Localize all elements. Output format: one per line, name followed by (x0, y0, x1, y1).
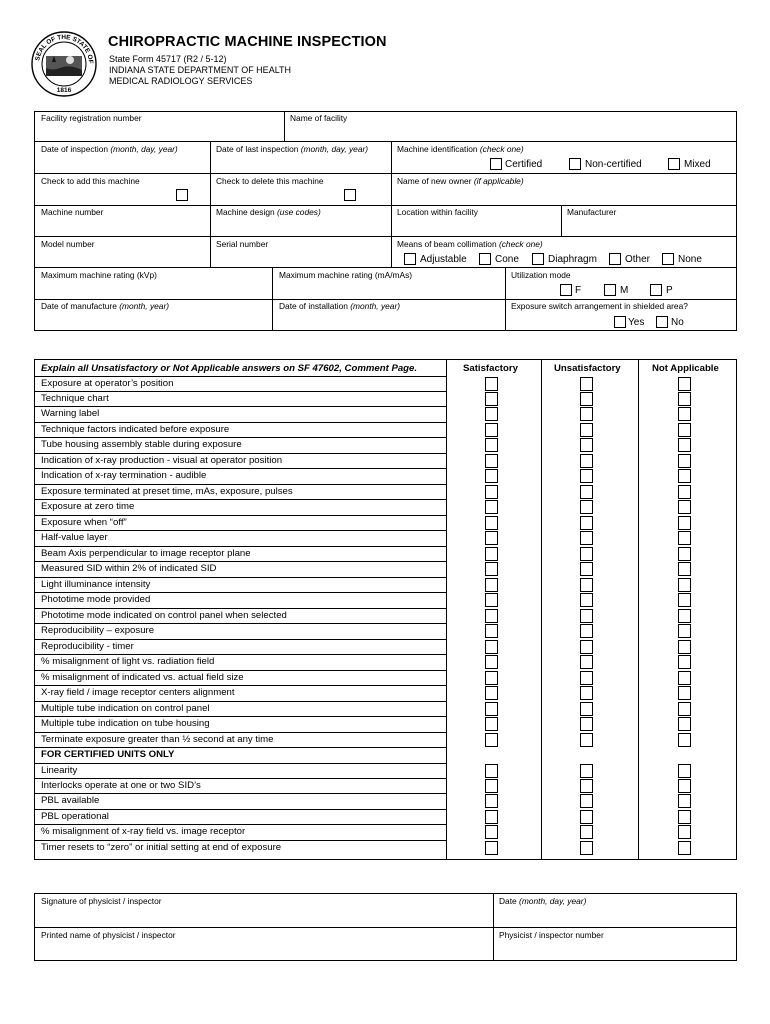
physicist-signature-field[interactable]: Signature of physicist / inspector (41, 896, 162, 906)
table-row (34, 824, 737, 840)
not-applicable-checkbox[interactable] (678, 547, 691, 561)
not-applicable-checkbox[interactable] (678, 733, 691, 747)
table-row (34, 484, 737, 500)
table-row (34, 639, 737, 655)
not-applicable-checkbox[interactable] (678, 810, 691, 824)
unsatisfactory-checkbox[interactable] (580, 454, 593, 468)
not-applicable-checkbox[interactable] (678, 438, 691, 452)
satisfactory-checkbox[interactable] (485, 593, 498, 607)
unsatisfactory-checkbox[interactable] (580, 655, 593, 669)
column-not-applicable: Not Applicable (652, 363, 719, 374)
printed-name-field[interactable]: Printed name of physicist / inspector (41, 930, 176, 940)
satisfactory-checkbox[interactable] (485, 825, 498, 839)
max-ma-field[interactable]: Maximum machine rating (mA/mAs) (279, 270, 413, 280)
not-applicable-checkbox[interactable] (678, 407, 691, 421)
table-row (34, 422, 737, 438)
unsatisfactory-checkbox[interactable] (580, 810, 593, 824)
table-row (34, 701, 737, 717)
row-label: Measured SID within 2% of indicated SID (41, 563, 217, 575)
unsatisfactory-checkbox[interactable] (580, 640, 593, 654)
table-row (34, 685, 737, 701)
unsatisfactory-checkbox[interactable] (580, 624, 593, 638)
row-label: Linearity (41, 764, 78, 776)
not-applicable-checkbox[interactable] (678, 794, 691, 808)
signature-date-field[interactable]: Date (month, day, year) (499, 896, 587, 906)
physicist-number-field[interactable]: Physicist / inspector number (499, 930, 604, 940)
table-row (34, 391, 737, 407)
satisfactory-checkbox[interactable] (485, 733, 498, 747)
satisfactory-checkbox[interactable] (485, 547, 498, 561)
not-applicable-checkbox[interactable] (678, 764, 691, 778)
utilization-f-checkbox[interactable] (560, 284, 572, 296)
row-label: % misalignment of x-ray field vs. image receptor (41, 826, 246, 838)
state-seal (30, 30, 98, 98)
satisfactory-checkbox[interactable] (485, 500, 498, 514)
table-row (34, 778, 737, 794)
serial-number-field[interactable]: Serial number (216, 239, 269, 249)
column-unsatisfactory: Unsatisfactory (554, 363, 621, 374)
unsatisfactory-checkbox[interactable] (580, 702, 593, 716)
not-applicable-checkbox[interactable] (678, 655, 691, 669)
unsatisfactory-checkbox[interactable] (580, 423, 593, 437)
row-label: Half-value layer (41, 532, 108, 544)
unsatisfactory-checkbox[interactable] (580, 531, 593, 545)
row-label: Exposure at zero time (41, 501, 135, 513)
machine-number-field[interactable]: Machine number (41, 207, 104, 217)
certified-label: Certified (505, 159, 543, 170)
not-applicable-checkbox[interactable] (678, 423, 691, 437)
unsatisfactory-checkbox[interactable] (580, 686, 593, 700)
satisfactory-checkbox[interactable] (485, 624, 498, 638)
unsatisfactory-checkbox[interactable] (580, 825, 593, 839)
table-row (34, 592, 737, 608)
not-applicable-checkbox[interactable] (678, 562, 691, 576)
satisfactory-checkbox[interactable] (485, 794, 498, 808)
table-row (34, 670, 737, 686)
diaphragm-checkbox[interactable] (532, 253, 544, 265)
row-label: Terminate exposure greater than ½ second at any time (41, 733, 274, 745)
row-label: Technique chart (41, 392, 109, 404)
satisfactory-checkbox[interactable] (485, 407, 498, 421)
row-label: Exposure at operator’s position (41, 377, 174, 389)
department-name: INDIANA STATE DEPARTMENT OF HEALTH (109, 65, 292, 75)
utilization-f-label: F (575, 285, 582, 296)
unsatisfactory-checkbox[interactable] (580, 609, 593, 623)
delete-machine-label: Check to delete this machine (216, 176, 324, 186)
unsatisfactory-checkbox[interactable] (580, 438, 593, 452)
mixed-label: Mixed (684, 159, 711, 170)
adjustable-checkbox[interactable] (404, 253, 416, 265)
not-applicable-checkbox[interactable] (678, 377, 691, 391)
diaphragm-label: Diaphragm (548, 254, 597, 265)
table-row (34, 468, 737, 484)
satisfactory-checkbox[interactable] (485, 779, 498, 793)
unsatisfactory-checkbox[interactable] (580, 717, 593, 731)
satisfactory-checkbox[interactable] (485, 671, 498, 685)
row-label: Warning label (41, 408, 100, 420)
cone-label: Cone (495, 254, 519, 265)
row-label: Tube housing assembly stable during exposure (41, 439, 242, 451)
satisfactory-checkbox[interactable] (485, 423, 498, 437)
satisfactory-checkbox[interactable] (485, 438, 498, 452)
other-checkbox[interactable] (609, 253, 621, 265)
row-label: Light illuminance intensity (41, 578, 151, 590)
table-row (34, 732, 737, 748)
satisfactory-checkbox[interactable] (485, 717, 498, 731)
row-label: Interlocks operate at one or two SID’s (41, 779, 201, 791)
satisfactory-checkbox[interactable] (485, 810, 498, 824)
delete-machine-checkbox[interactable] (344, 189, 356, 201)
satisfactory-checkbox[interactable] (485, 686, 498, 700)
not-applicable-checkbox[interactable] (678, 671, 691, 685)
add-machine-checkbox[interactable] (176, 189, 188, 201)
column-satisfactory: Satisfactory (463, 363, 518, 374)
satisfactory-checkbox[interactable] (485, 609, 498, 623)
not-applicable-checkbox[interactable] (678, 454, 691, 468)
utilization-p-checkbox[interactable] (650, 284, 662, 296)
mixed-checkbox[interactable] (668, 158, 680, 170)
utilization-p-label: P (666, 285, 673, 296)
table-row (34, 437, 737, 453)
section-heading: FOR CERTIFIED UNITS ONLY (41, 749, 175, 761)
facility-registration-field[interactable]: Facility registration number (41, 113, 142, 123)
unsatisfactory-checkbox[interactable] (580, 841, 593, 855)
none-checkbox[interactable] (662, 253, 674, 265)
exposure-switch-label: Exposure switch arrangement in shielded area? (511, 301, 688, 311)
unsatisfactory-checkbox[interactable] (580, 764, 593, 778)
seal-text: SEAL OF THE STATE OF (34, 33, 95, 64)
table-row (34, 608, 737, 624)
max-kvp-field[interactable]: Maximum machine rating (kVp) (41, 270, 157, 280)
row-label: Indication of x-ray termination - audible (41, 470, 207, 482)
form-number: State Form 45717 (R2 / 5-12) (109, 54, 227, 64)
not-applicable-checkbox[interactable] (678, 717, 691, 731)
unsatisfactory-checkbox[interactable] (580, 794, 593, 808)
collimation-label: Means of beam collimation (check one) (397, 239, 543, 249)
satisfactory-checkbox[interactable] (485, 516, 498, 530)
seal-year: 1816 (56, 87, 72, 94)
row-label: X-ray field / image receptor centers alignment (41, 687, 235, 699)
table-row (34, 654, 737, 670)
satisfactory-checkbox[interactable] (485, 377, 498, 391)
row-label: Timer resets to “zero” or initial setting at end of exposure (41, 841, 282, 853)
row-label: Phototime mode indicated on control panel when selected (41, 609, 287, 621)
row-label: Reproducibility – exposure (41, 625, 155, 637)
not-applicable-checkbox[interactable] (678, 578, 691, 592)
table-row (34, 515, 737, 531)
satisfactory-checkbox[interactable] (485, 469, 498, 483)
row-label: Beam Axis perpendicular to image receptor plane (41, 547, 251, 559)
row-label: % misalignment of indicated vs. actual field size (41, 671, 244, 683)
table-row (34, 793, 737, 809)
unsatisfactory-checkbox[interactable] (580, 392, 593, 406)
table-row (34, 763, 737, 779)
satisfactory-checkbox[interactable] (485, 454, 498, 468)
not-applicable-checkbox[interactable] (678, 702, 691, 716)
cone-checkbox[interactable] (479, 253, 491, 265)
not-applicable-checkbox[interactable] (678, 531, 691, 545)
new-owner-field[interactable]: Name of new owner (if applicable) (397, 176, 524, 186)
exposure-switch-yes-label: Yes (628, 317, 645, 328)
not-applicable-checkbox[interactable] (678, 516, 691, 530)
inspection-date-field[interactable]: Date of inspection (month, day, year) (41, 144, 178, 154)
table-row (34, 376, 737, 392)
table-row (34, 623, 737, 639)
row-label: Indication of x-ray production - visual at operator position (41, 454, 283, 466)
utilization-label: Utilization mode (511, 270, 571, 280)
satisfactory-checkbox[interactable] (485, 702, 498, 716)
satisfactory-checkbox[interactable] (485, 562, 498, 576)
table-row (34, 840, 737, 856)
unsatisfactory-checkbox[interactable] (580, 407, 593, 421)
unsatisfactory-checkbox[interactable] (580, 485, 593, 499)
other-label: Other (625, 254, 651, 265)
row-label: PBL operational (41, 810, 109, 822)
satisfactory-checkbox[interactable] (485, 640, 498, 654)
not-applicable-checkbox[interactable] (678, 609, 691, 623)
utilization-m-checkbox[interactable] (604, 284, 616, 296)
exposure-switch-no-label: No (671, 317, 684, 328)
unsatisfactory-checkbox[interactable] (580, 516, 593, 530)
not-applicable-checkbox[interactable] (678, 624, 691, 638)
facility-name-field[interactable]: Name of facility (290, 113, 348, 123)
division-name: MEDICAL RADIOLOGY SERVICES (109, 76, 253, 86)
none-label: None (678, 254, 702, 265)
satisfactory-checkbox[interactable] (485, 392, 498, 406)
adjustable-label: Adjustable (420, 254, 467, 265)
satisfactory-checkbox[interactable] (485, 655, 498, 669)
unsatisfactory-checkbox[interactable] (580, 377, 593, 391)
row-label: Exposure when “off” (41, 516, 127, 528)
not-applicable-checkbox[interactable] (678, 779, 691, 793)
manufacture-date-field[interactable]: Date of manufacture (month, year) (41, 301, 170, 311)
machine-identification-label: Machine identification (check one) (397, 144, 524, 154)
add-machine-label: Check to add this machine (41, 176, 140, 186)
table-row (34, 561, 737, 577)
not-applicable-checkbox[interactable] (678, 825, 691, 839)
not-applicable-checkbox[interactable] (678, 500, 691, 514)
not-applicable-checkbox[interactable] (678, 841, 691, 855)
satisfactory-checkbox[interactable] (485, 764, 498, 778)
table-row (34, 499, 737, 515)
row-label: Reproducibility - timer (41, 640, 134, 652)
row-label: % misalignment of light vs. radiation field (41, 656, 215, 668)
model-number-field[interactable]: Model number (41, 239, 95, 249)
unsatisfactory-checkbox[interactable] (580, 733, 593, 747)
location-field[interactable]: Location within facility (397, 207, 478, 217)
not-applicable-checkbox[interactable] (678, 469, 691, 483)
unsatisfactory-checkbox[interactable] (580, 469, 593, 483)
satisfactory-checkbox[interactable] (485, 531, 498, 545)
row-label: Technique factors indicated before exposure (41, 423, 230, 435)
form-title: CHIROPRACTIC MACHINE INSPECTION (108, 34, 387, 50)
row-label: Multiple tube indication on tube housing (41, 718, 210, 730)
table-row (34, 406, 737, 422)
last-inspection-date-field[interactable]: Date of last inspection (month, day, year) (216, 144, 369, 154)
unsatisfactory-checkbox[interactable] (580, 547, 593, 561)
machine-design-field[interactable]: Machine design (use codes) (216, 207, 321, 217)
row-label: PBL available (41, 795, 100, 807)
table-row (34, 747, 737, 763)
table-row (34, 530, 737, 546)
table-row (34, 453, 737, 469)
table-row (34, 809, 737, 825)
certified-checkbox[interactable] (490, 158, 502, 170)
utilization-m-label: M (620, 285, 629, 296)
unsatisfactory-checkbox[interactable] (580, 671, 593, 685)
table-row (34, 716, 737, 732)
table-row (34, 577, 737, 593)
not-applicable-checkbox[interactable] (678, 686, 691, 700)
satisfactory-checkbox[interactable] (485, 485, 498, 499)
row-label: Phototime mode provided (41, 594, 151, 606)
not-applicable-checkbox[interactable] (678, 392, 691, 406)
unsatisfactory-checkbox[interactable] (580, 593, 593, 607)
not-applicable-checkbox[interactable] (678, 593, 691, 607)
table-row (34, 546, 737, 562)
exposure-switch-yes-checkbox[interactable] (614, 316, 626, 328)
exposure-switch-no-checkbox[interactable] (656, 316, 668, 328)
installation-date-field[interactable]: Date of installation (month, year) (279, 301, 401, 311)
unsatisfactory-checkbox[interactable] (580, 779, 593, 793)
satisfactory-checkbox[interactable] (485, 578, 498, 592)
not-applicable-checkbox[interactable] (678, 485, 691, 499)
manufacturer-field[interactable]: Manufacturer (567, 207, 617, 217)
unsatisfactory-checkbox[interactable] (580, 500, 593, 514)
unsatisfactory-checkbox[interactable] (580, 578, 593, 592)
row-label: Multiple tube indication on control panel (41, 702, 210, 714)
table-instruction: Explain all Unsatisfactory or Not Applicable answers on SF 47602, Comment Page. (41, 363, 418, 374)
not-applicable-checkbox[interactable] (678, 640, 691, 654)
row-label: Exposure terminated at preset time, mAs, exposure, pulses (41, 485, 293, 497)
non-certified-label: Non-certified (585, 159, 642, 170)
non-certified-checkbox[interactable] (569, 158, 581, 170)
unsatisfactory-checkbox[interactable] (580, 562, 593, 576)
satisfactory-checkbox[interactable] (485, 841, 498, 855)
